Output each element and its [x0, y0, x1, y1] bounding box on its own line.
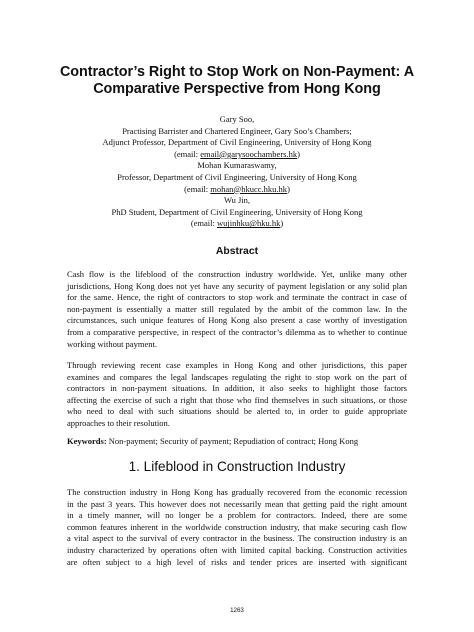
text-line: affecting the exercise of such a right that those who find themselves in such situations, or those [67, 394, 407, 405]
section-1-paragraph [67, 487, 407, 568]
keywords-line [67, 436, 358, 448]
text-line: circumstances, such unique features of Hong Kong also present a case worthy of investigation [67, 315, 407, 326]
text-line: from a comparative perspective, in respect of the contractor’s dilemma as to whether to continue [67, 326, 407, 337]
abstract-paragraph-1 [67, 269, 407, 350]
title-line-1: Contractor’s Right to Stop Work on Non-Payment: A [59, 64, 415, 80]
author-email-link[interactable]: email@garysoochambers.hk [200, 148, 298, 159]
author-affiliation: Adjunct Professor, Department of Civil Engineering, University of Hong Kong [102, 137, 372, 148]
author-name: Gary Soo, [219, 114, 255, 124]
author-email-line [30, 184, 444, 196]
author-email-line [30, 218, 444, 230]
text-line: Through reviewing recent case examples in Hong Kong and other jurisdictions, this paper [67, 360, 407, 370]
author-email-link[interactable]: mohan@hkucc.hku.hk [210, 183, 288, 194]
text-line: who need to deal with such situations should be alerted to, in order to guide appropriate [67, 406, 407, 417]
text-line: non-payment is essentially a matter still regulated by the ambit of the common law. In the [67, 303, 407, 314]
text-line: are often subject to a high level of risks and tender prices are inserted with significant [67, 556, 407, 567]
author-affiliation: Professor, Department of Civil Engineering, University of Hong Kong [117, 171, 357, 182]
text-line: The construction industry in Hong Kong has gradually recovered from the economic recession [67, 487, 407, 497]
text-line: approaches to their resolution. [67, 417, 170, 428]
text-line: examines and compares the legal landscapes regulating the right to stop work on the part of [67, 371, 407, 382]
text-line: jurisdictions, Hong Kong does not yet have any security of payment legislation or any solid plan [67, 280, 407, 291]
text-line: in a timely manner, will no longer be a problem for contractors. Indeed, there are some [67, 510, 407, 521]
section-1-heading: 1. Lifeblood in Construction Industry [128, 459, 346, 474]
author-email-line [30, 149, 444, 161]
keywords-text: Non-payment; Security of payment; Repudiation of contract; Hong Kong [106, 436, 359, 446]
page-number: 1263 [230, 607, 244, 614]
email-suffix: ) [297, 148, 300, 159]
author-name: Wu Jin, [223, 195, 251, 206]
email-suffix: ) [280, 218, 284, 229]
author-email-link[interactable]: wujinhku@hku.hk [217, 218, 281, 229]
text-line: industry characterized by operations often with limited capital backing. Construction activities [67, 544, 407, 555]
text-line: a vital aspect to the survival of every contractor in the business. The construction industry is an [67, 533, 407, 544]
text-line: Cash flow is the lifeblood of the construction industry worldwide. Yet, unlike many other [67, 269, 407, 279]
author-name: Mohan Kumaraswamy, [197, 160, 277, 171]
author-affiliation: PhD Student, Department of Civil Engineering, University of Hong Kong [111, 206, 363, 217]
text-line: working without payment. [67, 338, 157, 349]
email-prefix: (email: [174, 148, 201, 159]
author-affiliation: Practising Barrister and Chartered Engineer, Gary Soo’s Chambers; [122, 125, 352, 136]
email-prefix: (email: [184, 183, 211, 194]
author-block [30, 114, 444, 230]
keywords-label: Keywords: [67, 436, 107, 446]
title-line-2: Comparative Perspective from Hong Kong [93, 81, 381, 97]
text-line: common features inherent in the worldwide construction industry, that make securing cash flow [67, 521, 407, 532]
text-line: for the same. Hence, the right of contractors to stop work and terminate the contract in case of [67, 292, 407, 303]
abstract-heading: Abstract [215, 246, 259, 257]
text-line: in the past 3 years. This however does not necessarily mean that getting paid the right amount [67, 498, 407, 509]
email-suffix: ) [287, 183, 290, 194]
email-prefix: (email: [190, 218, 218, 229]
abstract-paragraph-2 [67, 360, 407, 430]
paper-title [40, 64, 434, 98]
text-line: contractors in non-payment situations. In addition, it also seeks to highlight those factors [67, 383, 407, 394]
